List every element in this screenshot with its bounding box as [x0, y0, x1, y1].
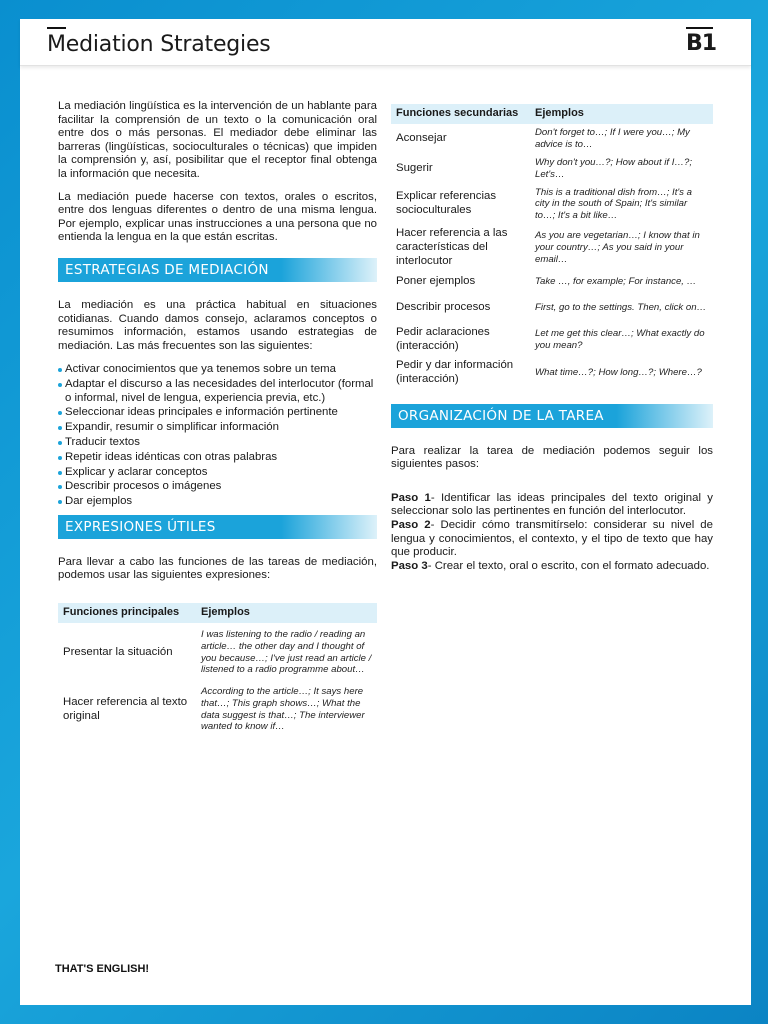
list-item: Describir procesos o imágenes: [58, 480, 377, 494]
pasos-list: [391, 492, 713, 574]
table-cell-example: What time…?; How long…?; Where…?: [535, 367, 702, 379]
section-heading-expresiones: EXPRESIONES ÚTILES: [58, 515, 377, 539]
list-item: Activar conocimientos que ya tenemos sobre un tema: [58, 363, 377, 377]
table-row: [391, 224, 713, 271]
table-cell-example: Why don't you…?; How about if I…?; Let's…: [535, 157, 693, 180]
estrategias-text: La mediación es una práctica habitual en situaciones cotidianas. Cuando damos consejo, aclaramos conceptos o resumimos información, estamos usando estrategias de mediación. Las más frecuentes son las siguientes:: [58, 298, 377, 352]
table-cell-example: Don't forget to…; If I were you…; My advice is to…: [535, 127, 690, 150]
list-item: Adaptar el discurso a las necesidades del interlocutor (formal o informal, nivel de lengua, experiencia previa, etc.): [58, 378, 377, 405]
table-cell-function: Hacer referencia a las características del interlocutor: [396, 227, 508, 267]
table-cell-function: Explicar referencias socioculturales: [396, 190, 497, 216]
funciones-secundarias-table: [391, 104, 713, 390]
list-item: Expandir, resumir o simplificar información: [58, 421, 377, 435]
table-row: [391, 271, 713, 293]
table-cell-function: Hacer referencia al texto original: [63, 695, 188, 722]
table-cell-function: Poner ejemplos: [396, 275, 476, 288]
paso-label: Paso 1: [391, 491, 431, 504]
right-column: [391, 104, 713, 573]
footer-brand: THAT'S ENGLISH!: [55, 963, 150, 975]
list-item: Explicar y aclarar conceptos: [58, 466, 377, 480]
table-header: Ejemplos: [530, 104, 713, 124]
paso-label: Paso 2: [391, 518, 431, 531]
list-item: Traducir textos: [58, 436, 377, 450]
table-cell-function: Presentar la situación: [63, 645, 173, 658]
table-header: Ejemplos: [196, 603, 377, 623]
page-header: [20, 19, 751, 66]
table-cell-function: Pedir y dar información (interacción): [396, 359, 514, 385]
table-cell-example: According to the article…; It says here that…; This graph shows…; What the data suggest is that…; The interviewer wanted to know if…: [201, 686, 365, 733]
paso-item: [391, 492, 713, 519]
page: [20, 19, 751, 1005]
table-row: [391, 293, 713, 323]
title-accent-bar: [47, 27, 66, 29]
paso-text: - Identificar las ideas principales del texto original y seleccionar solo las pertinentes en función del interlocutor.: [391, 491, 713, 518]
table-header: Funciones principales: [58, 603, 196, 623]
table-cell-example: First, go to the settings. Then, click on…: [535, 302, 707, 314]
page-title: Mediation Strategies: [47, 32, 271, 57]
table-cell-function: Pedir aclaraciones (interacción): [396, 326, 490, 352]
expresiones-text: Para llevar a cabo las funciones de las tareas de mediación, podemos usar las siguientes expresiones:: [58, 555, 377, 582]
table-row: [391, 154, 713, 184]
table-header: Funciones secundarias: [391, 104, 530, 124]
table-cell-example: As you are vegetarian…; I know that in your country…; As you said in your email…: [535, 230, 700, 265]
section-heading-estrategias: ESTRATEGIAS DE MEDIACIÓN: [58, 258, 377, 282]
intro-paragraph-1: La mediación lingüística es la intervención de un hablante para facilitar la comprensión de un texto o la comunicación oral entre dos o más personas. El mediador debe eliminar las barreras (lingüísticas, socioculturales o técnicas) que impiden la comprensión y, así, posibilitar que el receptor final obtenga la información que necesita.: [58, 100, 377, 180]
table-cell-function: Sugerir: [396, 161, 433, 174]
section-heading-organizacion: ORGANIZACIÓN DE LA TAREA: [391, 404, 713, 428]
table-cell-example: I was listening to the radio / reading an article… the other day and I thought of you because…; I've just read an article / listened to a radio programme about…: [201, 629, 372, 676]
table-cell-function: Aconsejar: [396, 131, 447, 144]
table-row: [391, 356, 713, 389]
table-row: [391, 184, 713, 225]
paso-text: - Crear el texto, oral o escrito, con el formato adecuado.: [427, 559, 710, 572]
table-row: [58, 623, 377, 683]
list-item: Repetir ideas idénticas con otras palabras: [58, 451, 377, 465]
paso-label: Paso 3: [391, 559, 428, 572]
table-cell-example: Let me get this clear…; What exactly do you mean?: [535, 328, 705, 351]
intro-paragraph-2: La mediación puede hacerse con textos, orales o escritos, entre dos lenguas diferentes o dentro de una misma lengua. Por ejemplo, explicar unas instrucciones a una persona que no entienda la lengua en la que están escritas.: [58, 190, 377, 244]
table-cell-example: Take …, for example; For instance, …: [535, 276, 697, 288]
table-row: [391, 124, 713, 154]
paso-item: [391, 560, 713, 574]
table-row: [58, 683, 377, 737]
paso-text: - Decidir cómo transmitírselo: considerar su nivel de lengua y conocimientos, el contexto, y el tipo de texto que hay que producir.: [391, 518, 713, 559]
estrategias-list: [58, 363, 377, 508]
level-badge: B1: [686, 31, 717, 56]
organizacion-text: Para realizar la tarea de mediación podemos seguir los siguientes pasos:: [391, 444, 713, 471]
list-item: Seleccionar ideas principales e información pertinente: [58, 406, 377, 420]
paso-item: [391, 519, 713, 560]
table-row: [391, 323, 713, 356]
table-cell-example: This is a traditional dish from…; It's a city in the south of Spain; It's similar to…; It's a bit like…: [535, 186, 692, 221]
level-accent-bar: [686, 27, 713, 29]
list-item: Dar ejemplos: [58, 495, 377, 509]
left-column: [58, 100, 377, 737]
table-cell-function: Describir procesos: [396, 301, 491, 314]
funciones-principales-table: [58, 603, 377, 737]
